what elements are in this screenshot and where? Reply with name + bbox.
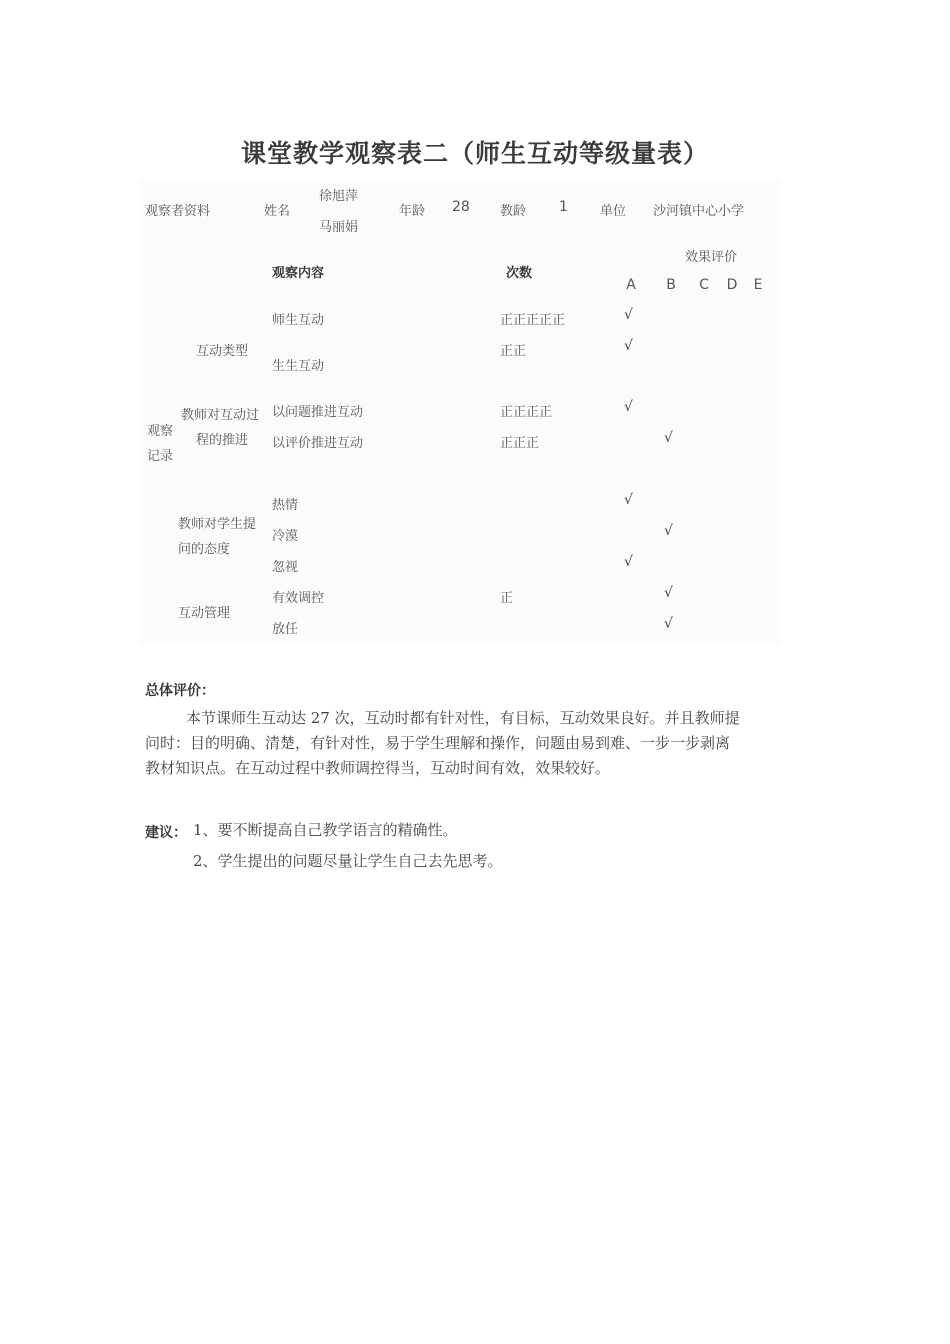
row-item: 热情 [272, 498, 299, 513]
check-mark-a: √ [624, 492, 633, 508]
row-item: 放任 [272, 622, 299, 637]
summary-line-1: 本节课师生互动达 27 次，互动时都有针对性，有目标，互动效果良好。并且教师提 [186, 709, 740, 727]
group-label: 互动管理 [178, 606, 231, 621]
record-label-1: 观察 [147, 424, 174, 439]
grade-header-b: B [666, 277, 676, 293]
age-label: 年龄 [399, 204, 426, 219]
row-count: 正正正正 [500, 405, 553, 420]
suggestion-item-1: 1、要不断提高自己教学语言的精确性。 [193, 821, 458, 839]
header-count: 次数 [506, 266, 533, 281]
row-count: 正正 [500, 344, 527, 359]
grade-header-c: C [699, 277, 709, 293]
check-mark-b: √ [664, 585, 673, 601]
name-label: 姓名 [264, 204, 291, 219]
page-title: 课堂教学观察表二（师生互动等级量表） [240, 139, 709, 168]
group-label-line-2: 问的态度 [178, 542, 231, 557]
group-label-line-1: 教师对学生提 [178, 517, 257, 532]
observer-section-label: 观察者资料 [145, 204, 211, 219]
group-label: 互动类型 [196, 344, 249, 359]
unit-value: 沙河镇中心小学 [653, 204, 745, 219]
unit-label: 单位 [600, 204, 627, 219]
row-item: 冷漠 [272, 529, 299, 544]
teaching-years-value: 1 [559, 199, 568, 215]
grade-header-e: E [753, 277, 763, 293]
check-mark-b: √ [664, 616, 673, 632]
summary-line-3: 教材知识点。在互动过程中教师调控得当，互动时间有效，效果较好。 [145, 759, 611, 777]
check-mark-a: √ [624, 554, 633, 570]
row-count: 正正正正正 [500, 313, 566, 328]
row-item: 师生互动 [272, 313, 325, 328]
check-mark-a: √ [624, 338, 633, 354]
group-label-line-1: 教师对互动过 [181, 408, 260, 423]
teaching-years-label: 教龄 [500, 204, 527, 219]
row-item: 以评价推进互动 [272, 436, 364, 451]
observer-name-1: 徐旭萍 [319, 189, 359, 204]
record-label-2: 记录 [147, 449, 174, 464]
grade-header-d: D [726, 277, 738, 293]
age-value: 28 [452, 199, 470, 215]
row-item: 生生互动 [272, 359, 325, 374]
header-eval: 效果评价 [685, 250, 738, 265]
row-item: 以问题推进互动 [272, 405, 364, 420]
check-mark-b: √ [664, 430, 673, 446]
row-item: 忽视 [272, 560, 299, 575]
row-count: 正 [500, 591, 514, 606]
suggestion-item-2: 2、学生提出的问题尽量让学生自己去先思考。 [193, 852, 503, 870]
group-label-line-2: 程的推进 [196, 433, 249, 448]
summary-line-2: 问时：目的明确、清楚，有针对性，易于学生理解和操作，问题由易到难、一步一步剥离 [145, 734, 731, 752]
check-mark-a: √ [624, 399, 633, 415]
row-count: 正正正 [500, 436, 540, 451]
row-item: 有效调控 [272, 591, 325, 606]
suggestions-label: 建议： [145, 825, 187, 841]
header-content: 观察内容 [272, 266, 325, 281]
grade-header-a: A [626, 277, 636, 293]
summary-label: 总体评价： [145, 683, 215, 699]
observer-name-2: 马丽娟 [319, 220, 359, 235]
check-mark-b: √ [664, 523, 673, 539]
check-mark-a: √ [624, 307, 633, 323]
